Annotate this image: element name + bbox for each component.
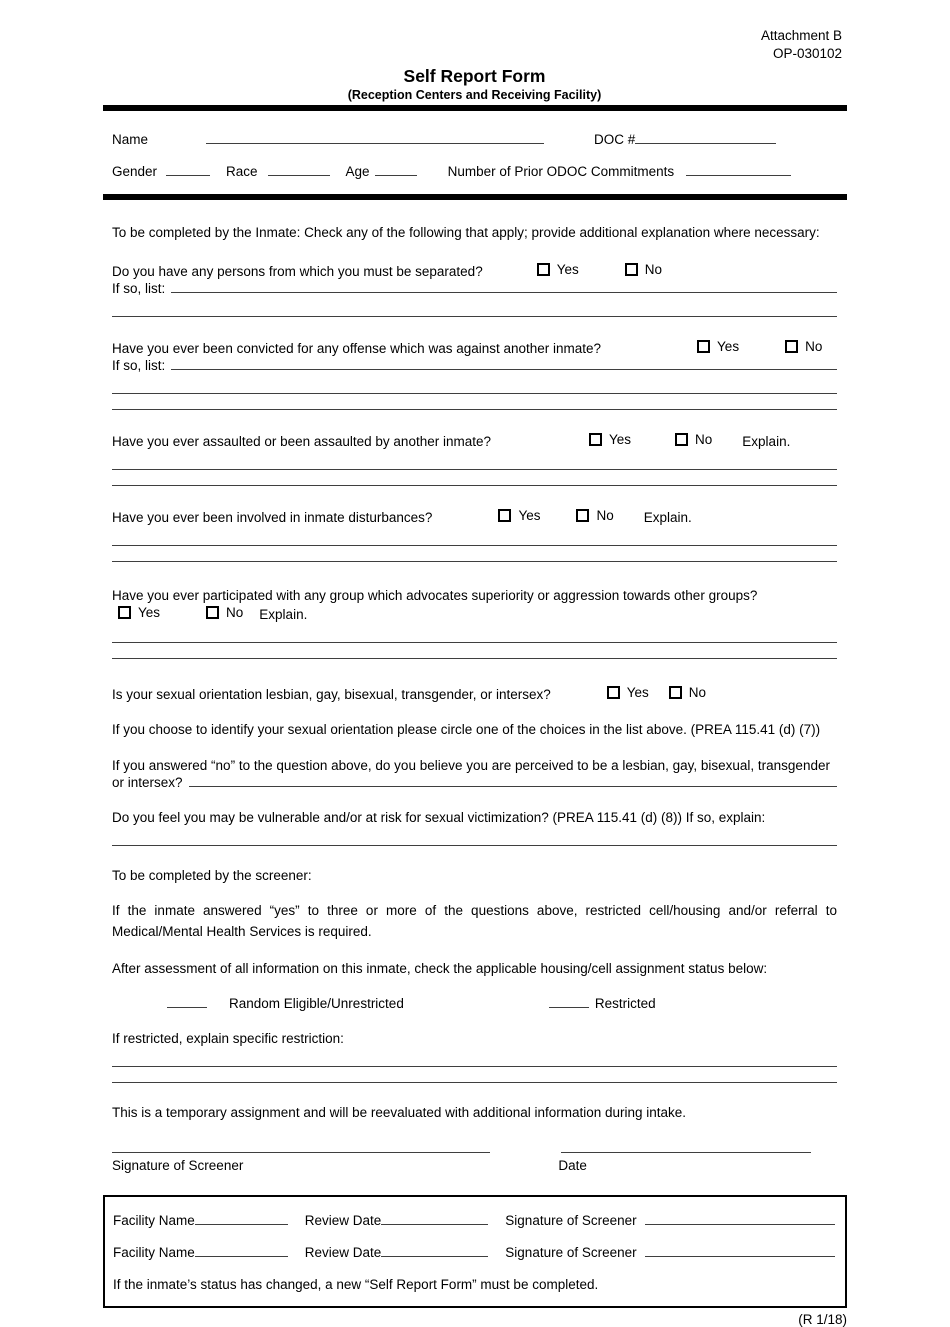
signature-of-screener-label: Signature of Screener (505, 1212, 637, 1228)
perceived-question-line2-row (112, 775, 837, 790)
question-row-convicted (112, 339, 837, 356)
answer-line[interactable] (112, 1068, 837, 1083)
question-row-orientation (112, 685, 837, 702)
yes-option (498, 508, 540, 523)
random-eligible-line[interactable] (167, 1007, 207, 1008)
housing-status-row (112, 996, 837, 1011)
age-line[interactable] (375, 175, 417, 176)
no-checkbox[interactable] (206, 606, 219, 619)
perceived-question-line2: or intersex? (112, 774, 183, 790)
no-option (206, 605, 243, 620)
no-option (576, 508, 613, 523)
if-so-list-label: If so, list: (112, 280, 166, 296)
race-label: Race (226, 163, 258, 179)
doc-number-label: DOC # (594, 131, 636, 147)
age-label: Age (345, 163, 370, 179)
race-line[interactable] (268, 175, 330, 176)
screener-rule-paragraph: If the inmate answered “yes” to three or more of the questions above, restricted cell/housing and/or referral to Medical/Mental Health Services is required. (112, 902, 837, 939)
no-checkbox[interactable] (576, 509, 589, 522)
question-text: Have you ever been involved in inmate disturbances? (112, 509, 433, 525)
facility-name-line[interactable] (195, 1256, 288, 1257)
restricted-label: Restricted (594, 995, 656, 1011)
review-date-label: Review Date (304, 1212, 382, 1228)
demographics-row (112, 164, 837, 179)
screener-signature-line[interactable] (645, 1256, 835, 1257)
no-option (625, 262, 662, 277)
status-changed-note: If the inmate’s status has changed, a new “Self Report Form” must be completed. (113, 1276, 599, 1292)
signature-row (112, 1152, 837, 1156)
yes-checkbox[interactable] (118, 606, 131, 619)
question-row-separation (112, 262, 837, 279)
restricted-line[interactable] (549, 1007, 589, 1008)
answer-line[interactable] (112, 1052, 837, 1067)
answer-line[interactable] (112, 471, 837, 486)
yes-option (697, 339, 739, 354)
yes-checkbox[interactable] (537, 263, 550, 276)
vulnerable-question: Do you feel you may be vulnerable and/or at risk for sexual victimization? (PREA 115.41 (d) (8)) If so, explain: (112, 809, 766, 825)
question-text: Have you ever assaulted or been assaulted by another inmate? (112, 433, 491, 449)
explain-label: Explain. (259, 606, 308, 622)
divider-rule-top (103, 105, 847, 111)
question-text: Have you ever been convicted for any offense which was against another inmate? (112, 340, 602, 356)
name-row (112, 132, 837, 147)
explain-label: Explain. (742, 433, 791, 449)
form-number: OP-030102 (772, 45, 842, 61)
answer-line[interactable] (112, 395, 837, 410)
yes-checkbox[interactable] (589, 433, 602, 446)
form-title: Self Report Form (403, 65, 546, 86)
no-option (669, 685, 706, 700)
review-row (113, 1245, 835, 1260)
temporary-note: This is a temporary assignment and will be reevaluated with additional information during intake. (112, 1104, 687, 1120)
answer-line[interactable] (112, 379, 837, 394)
answer-line[interactable] (189, 786, 837, 787)
review-date-label: Review Date (304, 1244, 382, 1260)
yes-label: Yes (518, 507, 541, 523)
inmate-instruction: To be completed by the Inmate: Check any of the following that apply; provide additional explanation where necessary: (112, 224, 820, 240)
signature-of-screener-label: Signature of Screener (505, 1244, 637, 1260)
if-so-list-label: If so, list: (112, 357, 166, 373)
no-label: No (688, 684, 707, 700)
question-row-disturbances (112, 508, 837, 525)
answer-line[interactable] (112, 644, 837, 659)
answer-line[interactable] (112, 531, 837, 546)
no-label: No (644, 261, 662, 277)
signature-of-screener-label: Signature of Screener (112, 1157, 244, 1173)
explain-label: Explain. (643, 509, 692, 525)
date-line[interactable] (561, 1152, 811, 1153)
yes-option (607, 685, 649, 700)
attachment-label: Attachment B (760, 28, 842, 43)
question-row-assaulted (112, 432, 837, 449)
name-label: Name (112, 131, 149, 147)
no-label: No (695, 431, 713, 447)
facility-name-label: Facility Name (113, 1212, 195, 1228)
question-text: Is your sexual orientation lesbian, gay, bisexual, transgender, or intersex? (112, 686, 551, 702)
no-option (785, 339, 822, 354)
revision-label: (R 1/18) (798, 1311, 847, 1327)
assessment-instruction: After assessment of all information on this inmate, check the applicable housing/cell assignment status below: (112, 960, 768, 976)
prea-identify-note: If you choose to identify your sexual orientation please circle one of the choices in the list above. (PREA 115.41 (d) (7)) (112, 721, 821, 737)
gender-label: Gender (112, 163, 158, 179)
yes-label: Yes (626, 684, 649, 700)
yes-checkbox[interactable] (697, 340, 710, 353)
doc-header (112, 27, 842, 63)
yes-option (118, 605, 160, 620)
answer-line[interactable] (112, 831, 837, 846)
review-date-line[interactable] (381, 1256, 488, 1257)
no-checkbox[interactable] (669, 686, 682, 699)
yes-checkbox[interactable] (607, 686, 620, 699)
answer-line[interactable] (112, 302, 837, 317)
yes-option (589, 432, 631, 447)
no-checkbox[interactable] (625, 263, 638, 276)
answer-line[interactable] (112, 455, 837, 470)
question-text: Do you have any persons from which you must be separated? (112, 263, 483, 279)
doc-number-line[interactable] (635, 143, 776, 144)
no-label: No (805, 338, 823, 354)
yes-label: Yes (717, 338, 740, 354)
answer-line[interactable] (171, 369, 837, 370)
divider-rule-identity (103, 194, 847, 200)
if-so-list-row (112, 281, 837, 296)
yes-option (537, 262, 579, 277)
if-restricted-label: If restricted, explain specific restriction: (112, 1030, 344, 1046)
no-checkbox[interactable] (675, 433, 688, 446)
facility-name-label: Facility Name (113, 1244, 195, 1260)
screener-signature-line[interactable] (112, 1152, 490, 1153)
review-date-line[interactable] (381, 1224, 488, 1225)
no-option (675, 432, 712, 447)
signature-labels-row (112, 1158, 837, 1173)
date-label: Date (558, 1157, 587, 1173)
yes-checkbox[interactable] (498, 509, 511, 522)
if-so-list-row (112, 358, 837, 373)
yes-label: Yes (556, 261, 579, 277)
screener-heading: To be completed by the screener: (112, 867, 312, 883)
no-checkbox[interactable] (785, 340, 798, 353)
answer-line[interactable] (112, 628, 837, 643)
random-eligible-label: Random Eligible/Unrestricted (229, 995, 404, 1011)
form-subtitle: (Reception Centers and Receiving Facility) (347, 87, 602, 102)
perceived-question-line1: If you answered “no” to the question above, do you believe you are perceived to be a lesbian, gay, bisexual, transgender (112, 757, 830, 773)
name-line[interactable] (206, 143, 544, 144)
gender-line[interactable] (166, 175, 210, 176)
review-box (103, 1195, 847, 1308)
screener-signature-line[interactable] (645, 1224, 835, 1225)
answer-line[interactable] (171, 292, 837, 293)
group-question-options (112, 605, 837, 622)
commitments-line[interactable] (686, 175, 791, 176)
answer-line[interactable] (112, 547, 837, 562)
question-text: Have you ever participated with any group which advocates superiority or aggression towards other groups? (112, 587, 758, 603)
yes-label: Yes (138, 604, 161, 620)
yes-label: Yes (609, 431, 632, 447)
facility-name-line[interactable] (195, 1224, 288, 1225)
question-row-group (112, 588, 837, 622)
commitments-label: Number of Prior ODOC Commitments (447, 163, 675, 179)
review-row (113, 1213, 835, 1228)
no-label: No (596, 507, 614, 523)
no-label: No (226, 604, 244, 620)
